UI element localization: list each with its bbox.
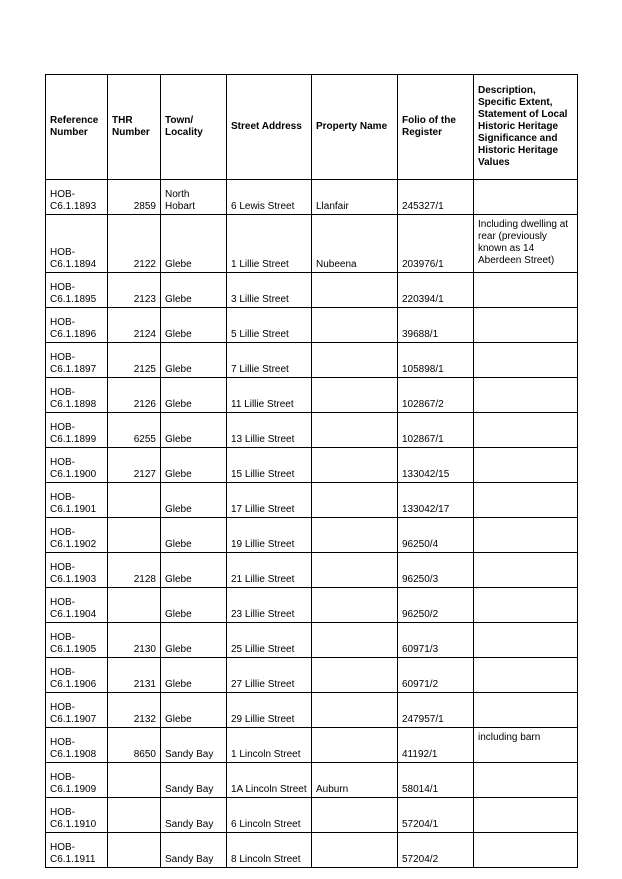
street-address-cell: 5 Lillie Street	[227, 308, 312, 343]
table-body	[46, 180, 578, 868]
reference-number-cell: HOB-C6.1.1900	[46, 448, 108, 483]
property-name-cell: Nubeena	[312, 215, 398, 273]
table-row	[46, 798, 578, 833]
reference-number-cell: HOB-C6.1.1902	[46, 518, 108, 553]
description-cell	[474, 273, 578, 308]
description-cell	[474, 448, 578, 483]
reference-number-cell: HOB-C6.1.1897	[46, 343, 108, 378]
table-row	[46, 553, 578, 588]
street-address-cell: 27 Lillie Street	[227, 658, 312, 693]
description-cell	[474, 693, 578, 728]
property-name-cell	[312, 693, 398, 728]
table-row	[46, 413, 578, 448]
reference-number-cell: HOB-C6.1.1911	[46, 833, 108, 868]
street-address-cell: 21 Lillie Street	[227, 553, 312, 588]
town-cell: Sandy Bay	[161, 763, 227, 798]
street-address-cell: 11 Lillie Street	[227, 378, 312, 413]
description-cell: Including dwelling at rear (previously known as 14 Aberdeen Street)	[474, 215, 578, 273]
property-name-cell: Auburn	[312, 763, 398, 798]
table-row	[46, 728, 578, 763]
thr-number-cell: 2132	[108, 693, 161, 728]
town-cell: Glebe	[161, 553, 227, 588]
street-address-cell: 19 Lillie Street	[227, 518, 312, 553]
town-cell: Sandy Bay	[161, 798, 227, 833]
thr-number-cell	[108, 518, 161, 553]
description-cell	[474, 180, 578, 215]
reference-number-cell: HOB-C6.1.1901	[46, 483, 108, 518]
street-address-cell: 1 Lillie Street	[227, 215, 312, 273]
thr-number-cell	[108, 833, 161, 868]
reference-number-cell: HOB-C6.1.1894	[46, 215, 108, 273]
header-reference-number: Reference Number	[46, 75, 108, 180]
table-row	[46, 693, 578, 728]
thr-number-cell: 2131	[108, 658, 161, 693]
folio-cell: 220394/1	[398, 273, 474, 308]
description-cell	[474, 378, 578, 413]
property-name-cell	[312, 413, 398, 448]
description-cell	[474, 588, 578, 623]
description-cell	[474, 553, 578, 588]
table-row	[46, 623, 578, 658]
folio-cell: 57204/1	[398, 798, 474, 833]
header-town-locality: Town/ Locality	[161, 75, 227, 180]
town-cell: Glebe	[161, 343, 227, 378]
thr-number-cell: 2123	[108, 273, 161, 308]
property-name-cell	[312, 378, 398, 413]
property-name-cell	[312, 588, 398, 623]
reference-number-cell: HOB-C6.1.1898	[46, 378, 108, 413]
street-address-cell: 1A Lincoln Street	[227, 763, 312, 798]
thr-number-cell	[108, 798, 161, 833]
header-street-address: Street Address	[227, 75, 312, 180]
thr-number-cell: 8650	[108, 728, 161, 763]
folio-cell: 105898/1	[398, 343, 474, 378]
street-address-cell: 25 Lillie Street	[227, 623, 312, 658]
street-address-cell: 6 Lewis Street	[227, 180, 312, 215]
property-name-cell	[312, 798, 398, 833]
folio-cell: 247957/1	[398, 693, 474, 728]
description-cell	[474, 833, 578, 868]
folio-cell: 102867/1	[398, 413, 474, 448]
reference-number-cell: HOB-C6.1.1899	[46, 413, 108, 448]
folio-cell: 203976/1	[398, 215, 474, 273]
table-row	[46, 308, 578, 343]
property-name-cell	[312, 518, 398, 553]
property-name-cell	[312, 658, 398, 693]
folio-cell: 133042/17	[398, 483, 474, 518]
town-cell: Glebe	[161, 693, 227, 728]
thr-number-cell: 2127	[108, 448, 161, 483]
header-description: Description, Specific Extent, Statement of Local Historic Heritage Significance and Historic Heritage Values	[474, 75, 578, 180]
folio-cell: 96250/3	[398, 553, 474, 588]
town-cell: Glebe	[161, 518, 227, 553]
town-cell: Glebe	[161, 658, 227, 693]
street-address-cell: 6 Lincoln Street	[227, 798, 312, 833]
town-cell: North Hobart	[161, 180, 227, 215]
heritage-register-table	[45, 74, 578, 868]
table-row	[46, 343, 578, 378]
street-address-cell: 1 Lincoln Street	[227, 728, 312, 763]
folio-cell: 245327/1	[398, 180, 474, 215]
reference-number-cell: HOB-C6.1.1903	[46, 553, 108, 588]
property-name-cell	[312, 343, 398, 378]
reference-number-cell: HOB-C6.1.1904	[46, 588, 108, 623]
table-row	[46, 215, 578, 273]
header-folio: Folio of the Register	[398, 75, 474, 180]
header-row	[46, 75, 578, 180]
table-row	[46, 833, 578, 868]
folio-cell: 133042/15	[398, 448, 474, 483]
header-thr-number: THR Number	[108, 75, 161, 180]
folio-cell: 60971/3	[398, 623, 474, 658]
property-name-cell	[312, 553, 398, 588]
folio-cell: 96250/4	[398, 518, 474, 553]
description-cell	[474, 413, 578, 448]
table-row	[46, 763, 578, 798]
table-header	[46, 75, 578, 180]
description-cell: including barn	[474, 728, 578, 763]
thr-number-cell: 6255	[108, 413, 161, 448]
street-address-cell: 3 Lillie Street	[227, 273, 312, 308]
thr-number-cell	[108, 763, 161, 798]
description-cell	[474, 518, 578, 553]
town-cell: Sandy Bay	[161, 833, 227, 868]
town-cell: Glebe	[161, 483, 227, 518]
folio-cell: 96250/2	[398, 588, 474, 623]
town-cell: Glebe	[161, 623, 227, 658]
table-row	[46, 378, 578, 413]
property-name-cell	[312, 728, 398, 763]
reference-number-cell: HOB-C6.1.1893	[46, 180, 108, 215]
description-cell	[474, 623, 578, 658]
property-name-cell	[312, 623, 398, 658]
description-cell	[474, 308, 578, 343]
thr-number-cell: 2128	[108, 553, 161, 588]
table-row	[46, 518, 578, 553]
street-address-cell: 13 Lillie Street	[227, 413, 312, 448]
town-cell: Glebe	[161, 215, 227, 273]
reference-number-cell: HOB-C6.1.1909	[46, 763, 108, 798]
street-address-cell: 17 Lillie Street	[227, 483, 312, 518]
town-cell: Glebe	[161, 308, 227, 343]
town-cell: Glebe	[161, 448, 227, 483]
table-row	[46, 483, 578, 518]
town-cell: Sandy Bay	[161, 728, 227, 763]
folio-cell: 57204/2	[398, 833, 474, 868]
description-cell	[474, 658, 578, 693]
folio-cell: 58014/1	[398, 763, 474, 798]
property-name-cell	[312, 448, 398, 483]
folio-cell: 60971/2	[398, 658, 474, 693]
table-row	[46, 588, 578, 623]
property-name-cell: Llanfair	[312, 180, 398, 215]
thr-number-cell: 2125	[108, 343, 161, 378]
property-name-cell	[312, 273, 398, 308]
property-name-cell	[312, 483, 398, 518]
thr-number-cell	[108, 483, 161, 518]
folio-cell: 39688/1	[398, 308, 474, 343]
description-cell	[474, 343, 578, 378]
folio-cell: 102867/2	[398, 378, 474, 413]
street-address-cell: 8 Lincoln Street	[227, 833, 312, 868]
table-row	[46, 658, 578, 693]
town-cell: Glebe	[161, 273, 227, 308]
reference-number-cell: HOB-C6.1.1896	[46, 308, 108, 343]
street-address-cell: 7 Lillie Street	[227, 343, 312, 378]
thr-number-cell	[108, 588, 161, 623]
reference-number-cell: HOB-C6.1.1905	[46, 623, 108, 658]
description-cell	[474, 483, 578, 518]
thr-number-cell: 2124	[108, 308, 161, 343]
folio-cell: 41192/1	[398, 728, 474, 763]
header-property-name: Property Name	[312, 75, 398, 180]
reference-number-cell: HOB-C6.1.1907	[46, 693, 108, 728]
table-row	[46, 273, 578, 308]
reference-number-cell: HOB-C6.1.1895	[46, 273, 108, 308]
reference-number-cell: HOB-C6.1.1910	[46, 798, 108, 833]
property-name-cell	[312, 308, 398, 343]
description-cell	[474, 763, 578, 798]
thr-number-cell: 2859	[108, 180, 161, 215]
reference-number-cell: HOB-C6.1.1906	[46, 658, 108, 693]
town-cell: Glebe	[161, 588, 227, 623]
town-cell: Glebe	[161, 413, 227, 448]
property-name-cell	[312, 833, 398, 868]
thr-number-cell: 2122	[108, 215, 161, 273]
reference-number-cell: HOB-C6.1.1908	[46, 728, 108, 763]
street-address-cell: 23 Lillie Street	[227, 588, 312, 623]
thr-number-cell: 2126	[108, 378, 161, 413]
thr-number-cell: 2130	[108, 623, 161, 658]
description-cell	[474, 798, 578, 833]
street-address-cell: 15 Lillie Street	[227, 448, 312, 483]
town-cell: Glebe	[161, 378, 227, 413]
table-row	[46, 448, 578, 483]
table-row	[46, 180, 578, 215]
street-address-cell: 29 Lillie Street	[227, 693, 312, 728]
